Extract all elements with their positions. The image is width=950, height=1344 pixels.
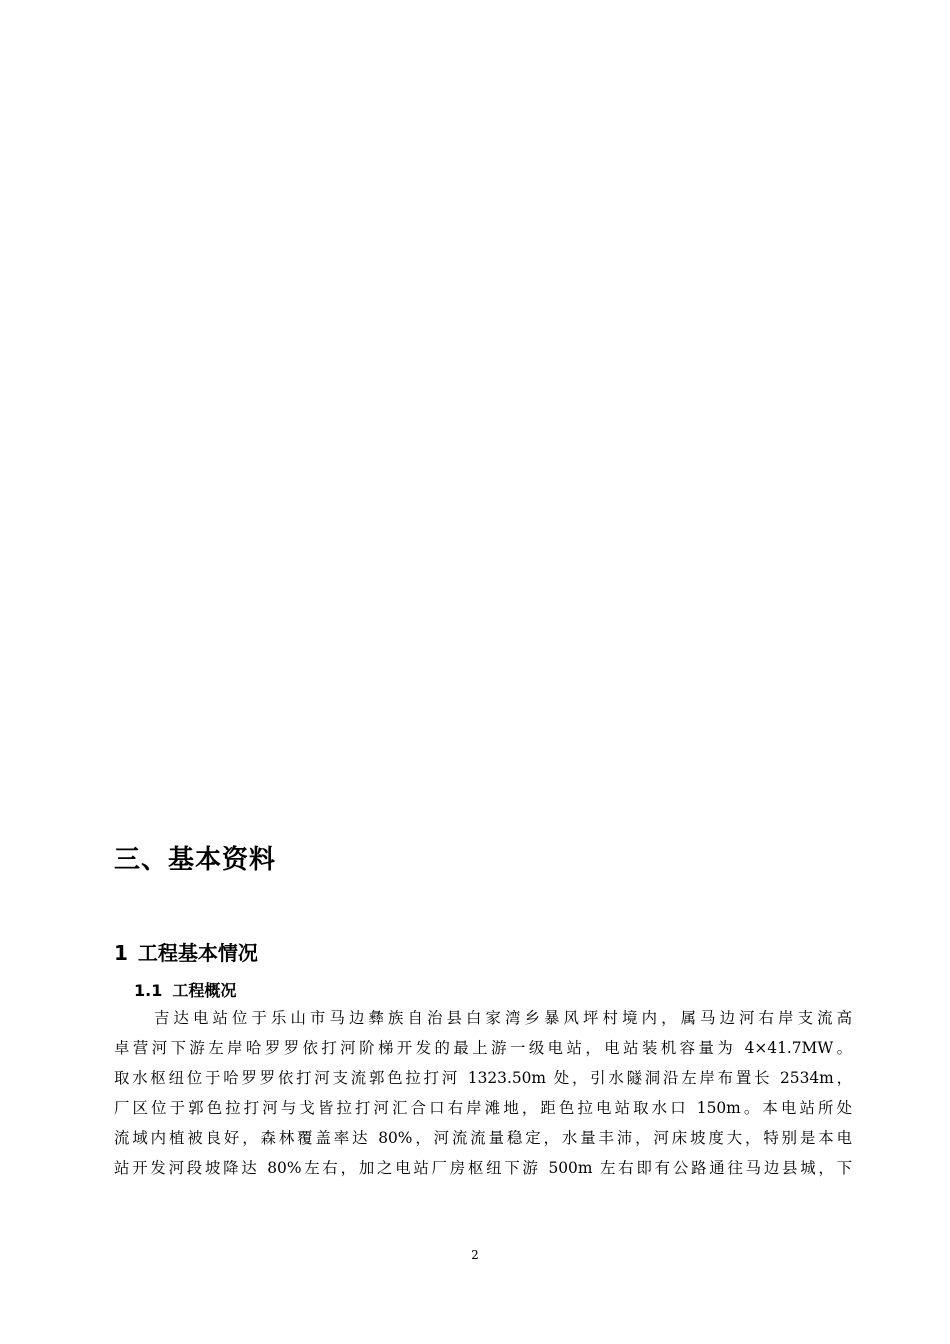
subsubsection-title: 工程概况	[172, 981, 237, 1000]
subsubsection-number: 1.1	[134, 981, 163, 1000]
paragraph-line: 取水枢纽位于哈罗罗依打河支流郭色拉打河 1323.50m 处，引水隧洞沿左岸布置长 2534m，	[114, 1069, 852, 1087]
subsubsection-heading	[134, 978, 236, 1004]
subsection-heading	[114, 937, 258, 969]
paragraph-line: 厂区位于郭色拉打河与戈皆拉打河汇合口右岸滩地，距色拉电站取水口 150m。本电站所处	[114, 1099, 852, 1117]
subsection-number: 1	[114, 941, 128, 965]
subsection-title: 工程基本情况	[137, 941, 258, 965]
body-paragraph	[114, 1003, 852, 1183]
page-number: 2	[471, 1248, 479, 1262]
paragraph-line: 站开发河段坡降达 80%左右，加之电站厂房枢纽下游 500m 左右即有公路通往马边县城，下	[114, 1159, 852, 1177]
paragraph-line: 流域内植被良好，森林覆盖率达 80%，河流流量稳定，水量丰沛，河床坡度大，特别是本电	[114, 1129, 852, 1147]
section-heading: 三、基本资料	[114, 845, 277, 875]
paragraph-line: 吉达电站位于乐山市马边彝族自治县白家湾乡暴风坪村境内，属马边河右岸支流高	[154, 1009, 852, 1027]
paragraph-line: 卓营河下游左岸哈罗罗依打河阶梯开发的最上游一级电站，电站装机容量为 4×41.7MW。	[114, 1039, 852, 1057]
